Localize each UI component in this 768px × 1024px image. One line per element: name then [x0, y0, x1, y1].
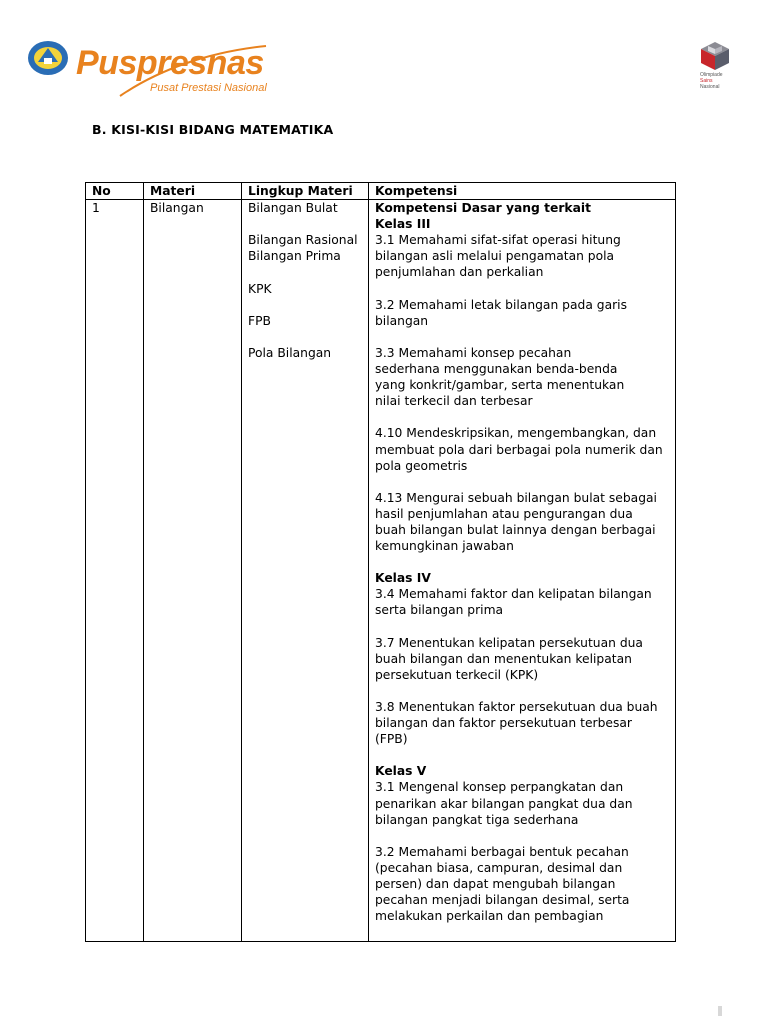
kd-3-2-kelas3: 3.2 Memahami letak bilangan pada garis bilangan: [375, 297, 627, 328]
kd-4-10-kelas3: 4.10 Mendeskripsikan, mengembangkan, dan membuat pola dari berbagai pola numerik dan pola geometris: [375, 426, 663, 473]
osn-line-3: Nasional: [700, 84, 720, 90]
kisi-kisi-table: [85, 182, 676, 942]
page-header: [0, 0, 768, 110]
lingkup-item: KPK: [248, 281, 272, 296]
lingkup-item: Bilangan Prima: [248, 249, 341, 264]
kd-3-4-kelas4: 3.4 Memahami faktor dan kelipatan bilangan serta bilangan prima: [375, 587, 652, 618]
cell-lingkup-materi: [242, 200, 369, 942]
kelas-v-label: Kelas V: [375, 764, 427, 779]
osn-line-2: Sains: [700, 78, 713, 84]
kd-4-13-kelas3: 4.13 Mengurai sebuah bilangan bulat sebagai hasil penjumlahan atau pengurangan dua buah bilangan bulat lainnya dengan berbagai kemungkinan jawaban: [375, 490, 657, 554]
kd-3-1-kelas5: 3.1 Mengenal konsep perpangkatan dan penarikan akar bilangan pangkat dua dan bilangan pangkat tiga sederhana: [375, 780, 633, 827]
kd-3-2-kelas5: 3.2 Memahami berbagai bentuk pecahan (pecahan biasa, campuran, desimal dan persen) dan dapat mengubah bilangan pecahan menjadi bilangan desimal, serta melakukan perkailan dan pembagian: [375, 844, 630, 924]
lingkup-item: FPB: [248, 313, 271, 328]
osn-logo-text: [700, 72, 740, 90]
kelas-iii-label: Kelas III: [375, 217, 431, 232]
kompetensi-heading: Kompetensi Dasar yang terkait: [375, 201, 591, 216]
header-kompetensi: Kompetensi: [369, 183, 676, 200]
page-marker: [718, 1006, 722, 1016]
header-no: No: [86, 183, 144, 200]
cell-materi: Bilangan: [144, 200, 242, 942]
lingkup-item: Pola Bilangan: [248, 345, 332, 360]
kd-3-1-kelas3: 3.1 Memahami sifat-sifat operasi hitung bilangan asli melalui pengamatan pola penjumlahan dan perkalian: [375, 233, 621, 280]
cell-kompetensi: [369, 200, 676, 942]
puspresnas-logo-subtitle: Pusat Prestasi Nasional: [150, 82, 267, 94]
osn-line-1: Olimpiade: [700, 72, 723, 78]
kd-3-7-kelas4: 3.7 Menentukan kelipatan persekutuan dua buah bilangan dan menentukan kelipatan persekutuan terkecil (KPK): [375, 635, 643, 682]
lingkup-item: Bilangan Rasional: [248, 233, 358, 248]
table-header-row: [86, 183, 676, 200]
kd-3-8-kelas4: 3.8 Menentukan faktor persekutuan dua buah bilangan dan faktor persekutuan terbesar (FPB): [375, 700, 658, 747]
table-row: [86, 200, 676, 942]
section-title: B. KISI-KISI BIDANG MATEMATIKA: [92, 122, 334, 137]
header-lingkup-materi: Lingkup Materi: [242, 183, 369, 200]
osn-logo-icon: [698, 40, 732, 72]
kelas-iv-label: Kelas IV: [375, 571, 431, 586]
kd-3-3-kelas3: 3.3 Memahami konsep pecahan sederhana menggunakan benda-benda yang konkrit/gambar, serta menentukan nilai terkecil dan terbesar: [375, 345, 625, 409]
puspresnas-logo-text: Puspresnas: [76, 44, 264, 82]
lingkup-item: Bilangan Bulat: [248, 201, 338, 216]
cell-no: 1: [86, 200, 144, 942]
header-materi: Materi: [144, 183, 242, 200]
kemdikbud-logo-icon: [26, 38, 70, 78]
